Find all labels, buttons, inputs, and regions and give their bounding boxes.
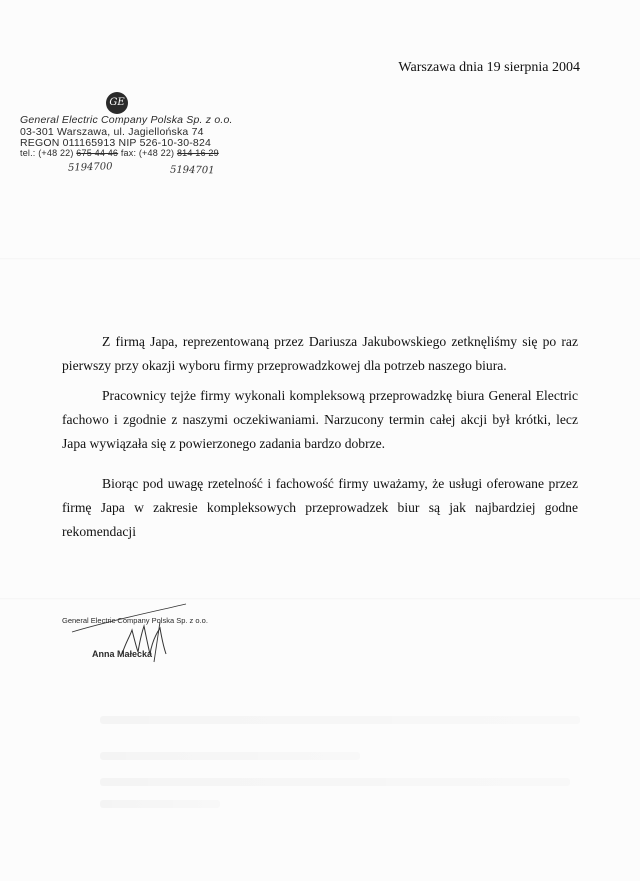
fax-label: fax: (+48 22) xyxy=(120,148,175,158)
phone-old-number: 675 44 46 xyxy=(76,148,119,158)
paper-fold-line xyxy=(0,598,640,600)
show-through-text xyxy=(100,778,570,786)
handwritten-fax: 5194701 xyxy=(169,164,215,177)
date-line: Warszawa dnia 19 sierpnia 2004 xyxy=(398,60,580,75)
signature-block xyxy=(62,602,302,672)
stamp-phone-fax xyxy=(20,148,219,158)
paragraph-3: Biorąc pod uwagę rzetelność i fachowość firmy uważamy, że usługi oferowane przez firmę Japa w zakresie kompleksowych przeprowadzek biur są jak najbardziej godne rekomendacji xyxy=(62,476,578,539)
letter-body xyxy=(62,330,578,550)
phone-label: tel.: (+48 22) xyxy=(20,148,74,158)
handwritten-phone: 5194700 xyxy=(67,161,113,174)
stamp-address: 03-301 Warszawa, ul. Jagiellońska 74 xyxy=(20,126,204,138)
ge-logo-icon: GE xyxy=(106,92,128,114)
signature-stamp-company: General Electric Company Polska Sp. z o.o. xyxy=(62,616,208,625)
handwritten-signature xyxy=(62,602,302,672)
paragraph-2: Pracownicy tejże firmy wykonali kompleksową przeprowadzkę biura General Electric fachowo i zgodnie z naszymi oczekiwaniami. Narzucony termin całej akcji był krótki, lecz Japa wywiązała się z powierzonego zadania bardzo dobrze. xyxy=(62,388,578,451)
show-through-text xyxy=(100,716,580,724)
show-through-text xyxy=(100,800,220,808)
signature-stamp-name: Anna Małecka xyxy=(92,649,153,659)
stamp-company-name: General Electric Company Polska Sp. z o.o. xyxy=(20,114,233,126)
show-through-text xyxy=(100,752,360,760)
paper-fold-line xyxy=(0,258,640,260)
paragraph-1: Z firmą Japa, reprezentowaną przez Dariusza Jakubowskiego zetknęliśmy się po raz pierwszy przy okazji wyboru firmy przeprowadzkowej dla potrzeb naszego biura. xyxy=(62,334,578,373)
company-letterhead-stamp xyxy=(20,92,233,182)
fax-old-number: 814 16 29 xyxy=(176,148,219,158)
stamp-regon-nip: REGON 011165913 NIP 526-10-30-824 xyxy=(20,137,212,149)
